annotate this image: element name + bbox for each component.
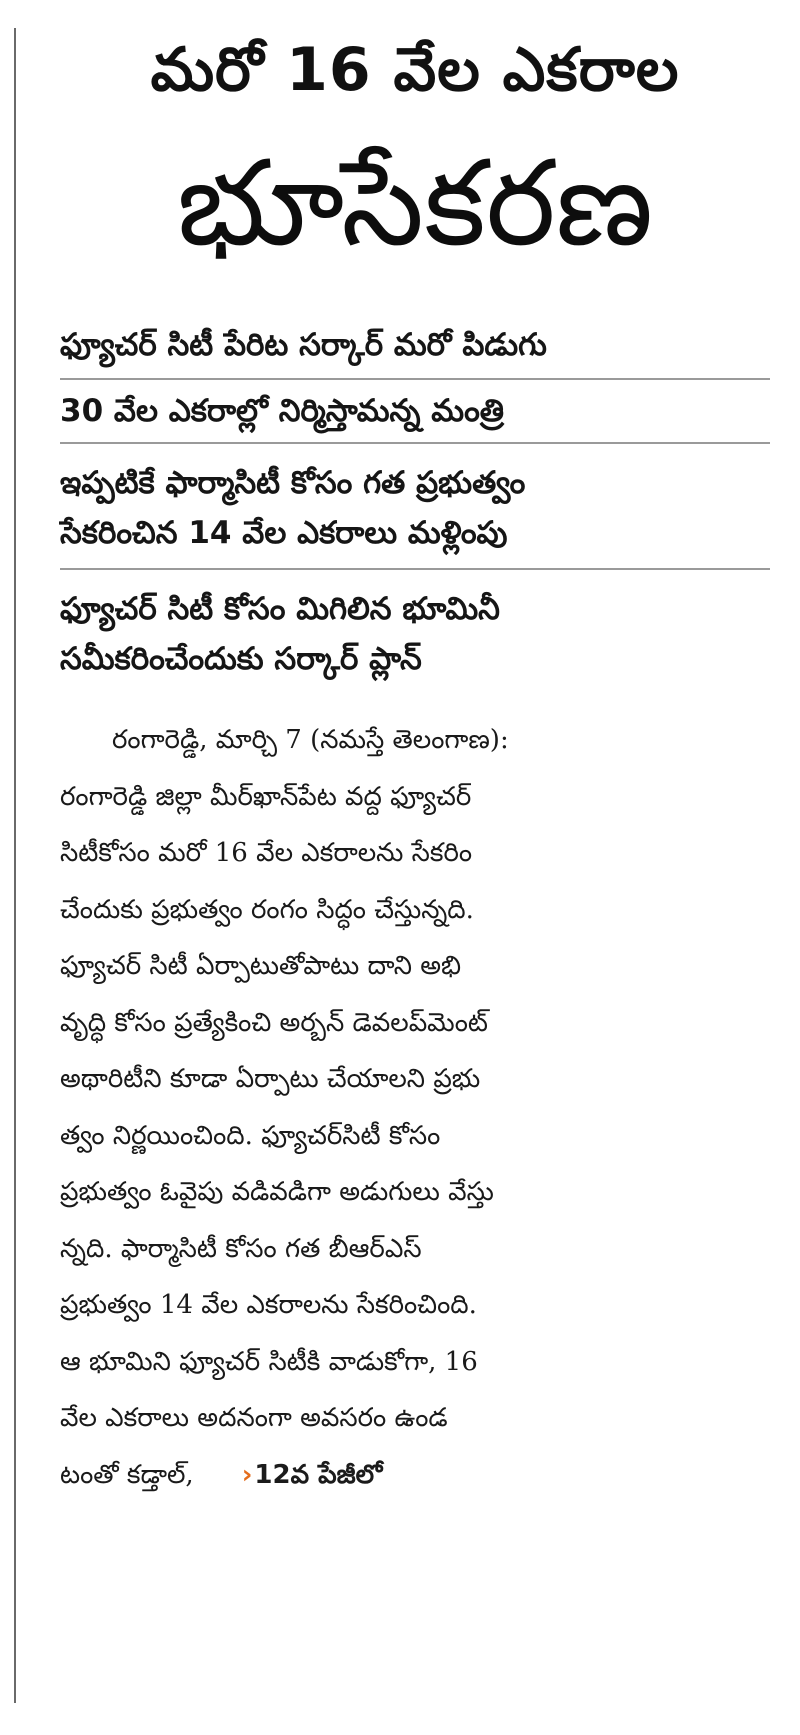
subheadline-1: ఫ్యూచర్ సిటీ పేరిట సర్కార్ మరో పిడుగు xyxy=(60,320,770,380)
body-line: వృద్ధి కోసం ప్రత్యేకించి అర్బన్ డెవలప్‌మెంట్ xyxy=(60,1007,488,1038)
body-line: చేందుకు ప్రభుత్వం రంగం సిద్ధం చేస్తున్నది. xyxy=(60,894,474,925)
body-line-last xyxy=(60,1447,770,1504)
body-line: ప్రభుత్వం ఓవైపు వడివడిగా అడుగులు వేస్తు xyxy=(60,1177,494,1207)
subheadline-4: సేకరించిన 14 వేల ఎకరాలు మళ్లింపు xyxy=(60,508,770,570)
body-line-dateline: రంగారెడ్డి, మార్చి 7 (నమస్తే తెలంగాణ): xyxy=(112,725,509,755)
column-rule xyxy=(14,28,16,1703)
body-line: అథారిటీని కూడా ఏర్పాటు చేయాలని ప్రభు xyxy=(60,1064,481,1094)
subheadline-6: సమీకరించేందుకు సర్కార్ ప్లాన్ xyxy=(60,641,422,677)
headline-main: భూసేకరణ xyxy=(176,134,654,272)
body-line: వేల ఎకరాలు అదనంగా అవసరం ఉండ xyxy=(60,1403,448,1433)
body-last-text: టంతో కడ్తాల్, xyxy=(60,1459,194,1490)
body-line: త్వం నిర్ణయించింది. ఫ్యూచర్‌సిటీ కోసం xyxy=(60,1120,441,1151)
subheadline-5: ఫ్యూచర్ సిటీ కోసం మిగిలిన భూమినీ xyxy=(60,591,500,627)
subheadline-3: ఇప్పటికే ఫార్మాసిటీ కోసం గత ప్రభుత్వం xyxy=(60,465,526,501)
article-body xyxy=(60,712,770,1503)
body-line: న్నది. ఫార్మాసిటీ కోసం గత బీఆర్‌ఎస్ xyxy=(60,1233,422,1264)
continued-on-page-link[interactable] xyxy=(242,1447,383,1504)
body-line: ఆ భూమిని ఫ్యూచర్ సిటీకి వాడుకోగా, 16 xyxy=(60,1346,478,1377)
news-article xyxy=(60,30,770,1503)
body-line: రంగారెడ్డి జిల్లా మీర్‌ఖాన్‌పేట వద్ద ఫ్యూచర్ xyxy=(60,781,472,812)
subheadline-2: 30 వేల ఎకరాల్లో నిర్మిస్తామన్న మంత్రి xyxy=(60,386,770,444)
continued-label: 12వ పేజీలో xyxy=(254,1459,383,1490)
headline-kicker: మరో 16 వేల ఎకరాల xyxy=(150,35,680,105)
continued-arrow-icon: › xyxy=(241,1459,253,1490)
body-line: సిటీకోసం మరో 16 వేల ఎకరాలను సేకరిం xyxy=(60,838,473,868)
body-line: ఫ్యూచర్ సిటీ ఏర్పాటుతోపాటు దాని అభి xyxy=(60,951,462,981)
body-line: ప్రభుత్వం 14 వేల ఎకరాలను సేకరించింది. xyxy=(60,1290,477,1320)
